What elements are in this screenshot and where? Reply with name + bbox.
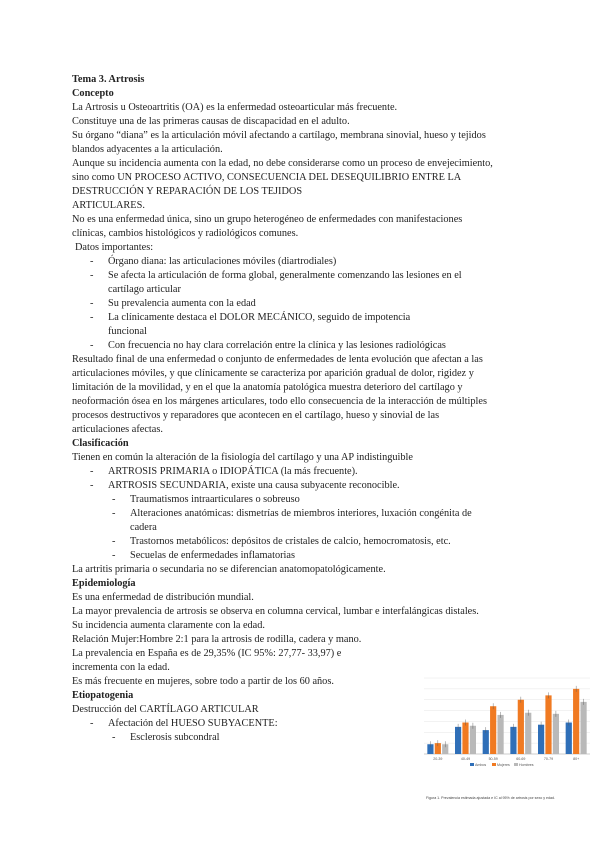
paragraph-line: articulaciones móviles, y que clínicamente se caracteriza por aparición gradual de dolor, rigidez y: [72, 368, 474, 379]
bar-hombres-50-59: [497, 715, 503, 754]
datos-label: Datos importantes:: [75, 242, 154, 253]
legend-swatch: [492, 763, 496, 766]
bar-ambos-70-79: [538, 725, 544, 754]
heading-etiopatogenia: Etiopatogenia: [72, 690, 134, 701]
page-title: Tema 3. Artrosis: [72, 74, 145, 85]
paragraph-line: Es más frecuente en mujeres, sobre todo a partir de los 60 años.: [72, 676, 334, 687]
paragraph-line: Tienen en común la alteración de la fisiología del cartílago y una AP indistinguible: [72, 452, 413, 463]
bar-ambos-80+: [566, 723, 572, 754]
x-tick-label: 70-79: [543, 757, 554, 761]
paragraph-line: Aunque su incidencia aumenta con la edad, no debe considerarse como un proceso de envejecimiento,: [72, 158, 493, 169]
paragraph-line: No es una enfermedad única, sino un grupo heterogéneo de enfermedades con manifestaciones: [72, 214, 463, 225]
paragraph-line: Relación Mujer:Hombre 2:1 para la artrosis de rodilla, cadera y mano.: [72, 634, 362, 645]
x-tick-label: 60-69: [516, 757, 526, 761]
bar-hombres-60-69: [525, 713, 531, 754]
paragraph-line: La mayor prevalencia de artrosis se observa en columna cervical, lumbar e interfalángicas distales.: [72, 606, 479, 617]
list-item: - ARTROSIS PRIMARIA o IDIOPÁTICA (la más frecuente).: [72, 465, 542, 479]
legend-label: Hombres: [519, 762, 534, 767]
sub-list-item: - Alteraciones anatómicas: dismetrías de miembros interiores, luxación congénita de: [72, 507, 542, 521]
legend-label: Ambos: [475, 762, 487, 767]
paragraph-line: clínicas, cambios histológicos y radiológicos comunes.: [72, 228, 299, 239]
paragraph-line: DESTRUCCIÓN Y REPARACIÓN DE LOS TEJIDOS: [72, 186, 303, 197]
heading-clasificacion: Clasificación: [72, 438, 129, 449]
bar-ambos-50-59: [483, 730, 489, 754]
bar-hombres-40-49: [470, 726, 476, 754]
paragraph-line: La artritis primaria o secundaria no se diferencian anatomopatológicamente.: [72, 564, 386, 575]
list-item-continuation: funcional: [108, 326, 147, 337]
list-item: - ARTROSIS SECUNDARIA, existe una causa subyacente reconocible.: [72, 479, 542, 493]
x-tick-label: 50-59: [488, 757, 498, 761]
paragraph-line: Su órgano “diana” es la articulación móvil afectando a cartílago, membrana sinovial, hueso y tejidos: [72, 130, 486, 141]
bar-mujeres-60-69: [518, 700, 524, 754]
paragraph-line: neoformación ósea en los márgenes articulares, todo ello consecuencia de la interacción de múltiples: [72, 396, 487, 407]
prevalence-bar-chart: [418, 672, 594, 796]
list-item: - Órgano diana: las articulaciones móviles (diartrodiales): [72, 255, 542, 269]
paragraph-line: Constituye una de las primeras causas de discapacidad en el adulto.: [72, 116, 350, 127]
x-tick-label: 80+: [573, 757, 580, 761]
paragraph-line: Su incidencia aumenta claramente con la edad.: [72, 620, 265, 631]
paragraph-line: limitación de la movilidad, y en el que la anatomía patológica muestra deterioro del cartílago y: [72, 382, 463, 393]
legend-swatch: [470, 763, 474, 766]
list-item: - La clínicamente destaca el DOLOR MECÁNICO, seguido de impotencia: [72, 311, 542, 325]
sub-list-item: - Traumatismos intraarticulares o sobreuso: [72, 493, 542, 507]
sub-list-item: - Trastornos metabólicos: depósitos de cristales de calcio, hemocromatosis, etc.: [72, 535, 542, 549]
bar-ambos-60-69: [510, 727, 516, 754]
bar-ambos-40-49: [455, 727, 461, 754]
paragraph-line: ARTICULARES.: [72, 200, 145, 211]
legend-label: Mujeres: [497, 762, 510, 767]
legend-swatch: [514, 763, 518, 766]
paragraph-line: blandos adyacentes a la articulación.: [72, 144, 223, 155]
paragraph-line: La Artrosis u Osteoartritis (OA) es la enfermedad osteoarticular más frecuente.: [72, 102, 398, 113]
paragraph-line: sino como UN PROCESO ACTIVO, CONSECUENCIA DEL DESEQUILIBRIO ENTRE LA: [72, 172, 462, 183]
paragraph-line: incrementa con la edad.: [72, 662, 170, 673]
paragraph-line: La prevalencia en España es de 29,35% (IC 95%: 27,77- 33,97) e: [72, 648, 342, 659]
bar-mujeres-80+: [573, 689, 579, 754]
list-item: - Se afecta la articulación de forma global, generalmente comenzando las lesiones en el: [72, 269, 542, 283]
bar-mujeres-50-59: [490, 706, 496, 754]
document-page: [72, 73, 542, 745]
bar-mujeres-40-49: [462, 723, 468, 754]
heading-epidemiologia: Epidemiología: [72, 578, 136, 589]
paragraph-line: Destrucción del CARTÍLAGO ARTICULAR: [72, 704, 259, 715]
bar-hombres-80+: [580, 702, 586, 754]
bar-mujeres-70-79: [545, 695, 551, 754]
x-tick-label: 20-39: [433, 757, 443, 761]
sub-list-item-continuation: cadera: [130, 522, 157, 533]
chart-caption: Figura 1. Prevalencia estimada ajustada e IC al 95% de artrosis por sexo y edad.: [426, 796, 556, 800]
x-tick-label: 40-49: [460, 757, 471, 761]
bar-hombres-70-79: [553, 714, 559, 754]
paragraph-line: procesos destructivos y reparadores que acontecen en el cartílago, hueso y sinovial de las: [72, 410, 440, 421]
paragraph-line: Resultado final de una enfermedad o conjunto de enfermedades de lenta evolución que afectan a las: [72, 354, 483, 365]
list-item: - Con frecuencia no hay clara correlación entre la clínica y las lesiones radiológicas: [72, 339, 542, 353]
paragraph-line: articulaciones afectas.: [72, 424, 163, 435]
list-item-continuation: cartílago articular: [108, 284, 181, 295]
list-item: - Su prevalencia aumenta con la edad: [72, 297, 542, 311]
sub-list-item: - Esclerosis subcondral: [72, 731, 542, 745]
heading-concepto: Concepto: [72, 88, 114, 99]
prevalence-chart: [418, 672, 594, 812]
paragraph-line: Es una enfermedad de distribución mundial.: [72, 592, 254, 603]
sub-list-item: - Secuelas de enfermedades inflamatorias: [72, 549, 542, 563]
list-item: - Afectación del HUESO SUBYACENTE:: [72, 717, 542, 731]
